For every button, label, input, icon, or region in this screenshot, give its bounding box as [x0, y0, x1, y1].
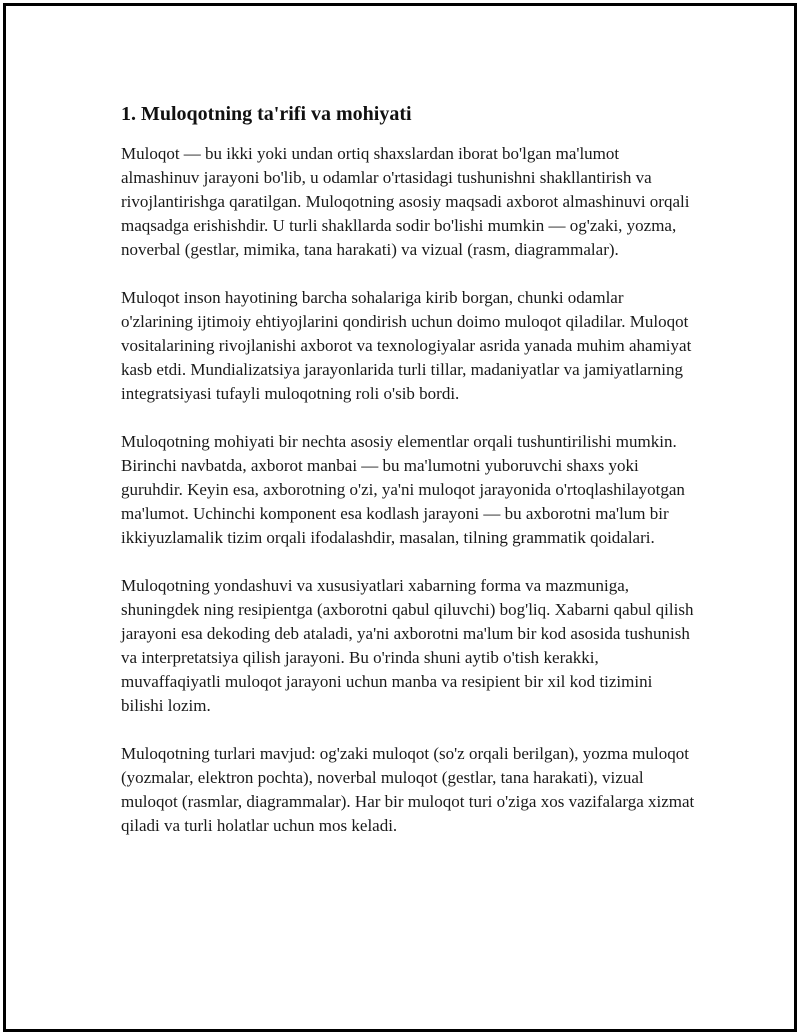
paragraph-types: Muloqotning turlari mavjud: og'zaki muloqot (so'z orqali berilgan), yozma muloqot (yozmalar, elektron pochta), noverbal muloqot (gestlar, tana harakati), vizual muloqot (rasmlar, diagrammalar). Har bir muloqot turi o'ziga xos vazifalarga xizmat qiladi va turli holatlar uchun mos keladi.	[121, 744, 695, 835]
document-body	[121, 100, 696, 862]
paragraph-definition: Muloqot — bu ikki yoki undan ortiq shaxslardan iborat bo'lgan ma'lumot almashinuv jarayoni bo'lib, u odamlar o'rtasidagi tushunishni shakllantirish va rivojlantirishga qaratilgan. Muloqotning asosiy maqsadi axborot almashinuvi orqali maqsadga erishishdir. U turli shakllarda sodir bo'lishi mumkin — og'zaki, yozma, noverbal (gestlar, mimika, tana harakati) va vizual (rasm, diagrammalar).	[121, 144, 690, 259]
paragraph-role: Muloqot inson hayotining barcha sohalariga kirib borgan, chunki odamlar o'zlarining ijtimoiy ehtiyojlarini qondirish uchun doimo muloqot qiladilar. Muloqot vositalarining rivojlanishi axborot va texnologiyalar asrida yanada muhim ahamiyat kasb etdi. Mundializatsiya jarayonlarida turli tillar, madaniyatlar va jamiyatlarning integratsiyasi tufayli muloqotning roli o'sib bordi.	[121, 288, 692, 403]
section-heading: 1. Muloqotning ta'rifi va mohiyati	[121, 103, 412, 125]
page-frame	[3, 3, 797, 1032]
paragraph-essence: Muloqotning mohiyati bir nechta asosiy elementlar orqali tushuntirilishi mumkin. Birinchi navbatda, axborot manbai — bu ma'lumotni yuboruvchi shaxs yoki guruhdir. Keyin esa, axborotning o'zi, ya'ni muloqot jarayonida o'rtoqlashilayotgan ma'lumot. Uchinchi komponent esa kodlash jarayoni — bu axborotni ma'lum bir ikkiyuzlamalik tizim orqali ifodalashdir, masalan, tilning grammatik qoidalari.	[121, 432, 685, 547]
paragraph-decoding: Muloqotning yondashuvi va xususiyatlari xabarning forma va mazmuniga, shuningdek ning resipientga (axborotni qabul qiluvchi) bog'liq. Xabarni qabul qilish jarayoni esa dekoding deb ataladi, ya'ni axborotni ma'lum bir kod asosida tushunish va interpretatsiya qilish jarayoni. Bu o'rinda shuni aytib o'tish kerakki, muvaffaqiyatli muloqot jarayoni uchun manba va resipient bir xil kod tizimini bilishi lozim.	[121, 576, 694, 715]
